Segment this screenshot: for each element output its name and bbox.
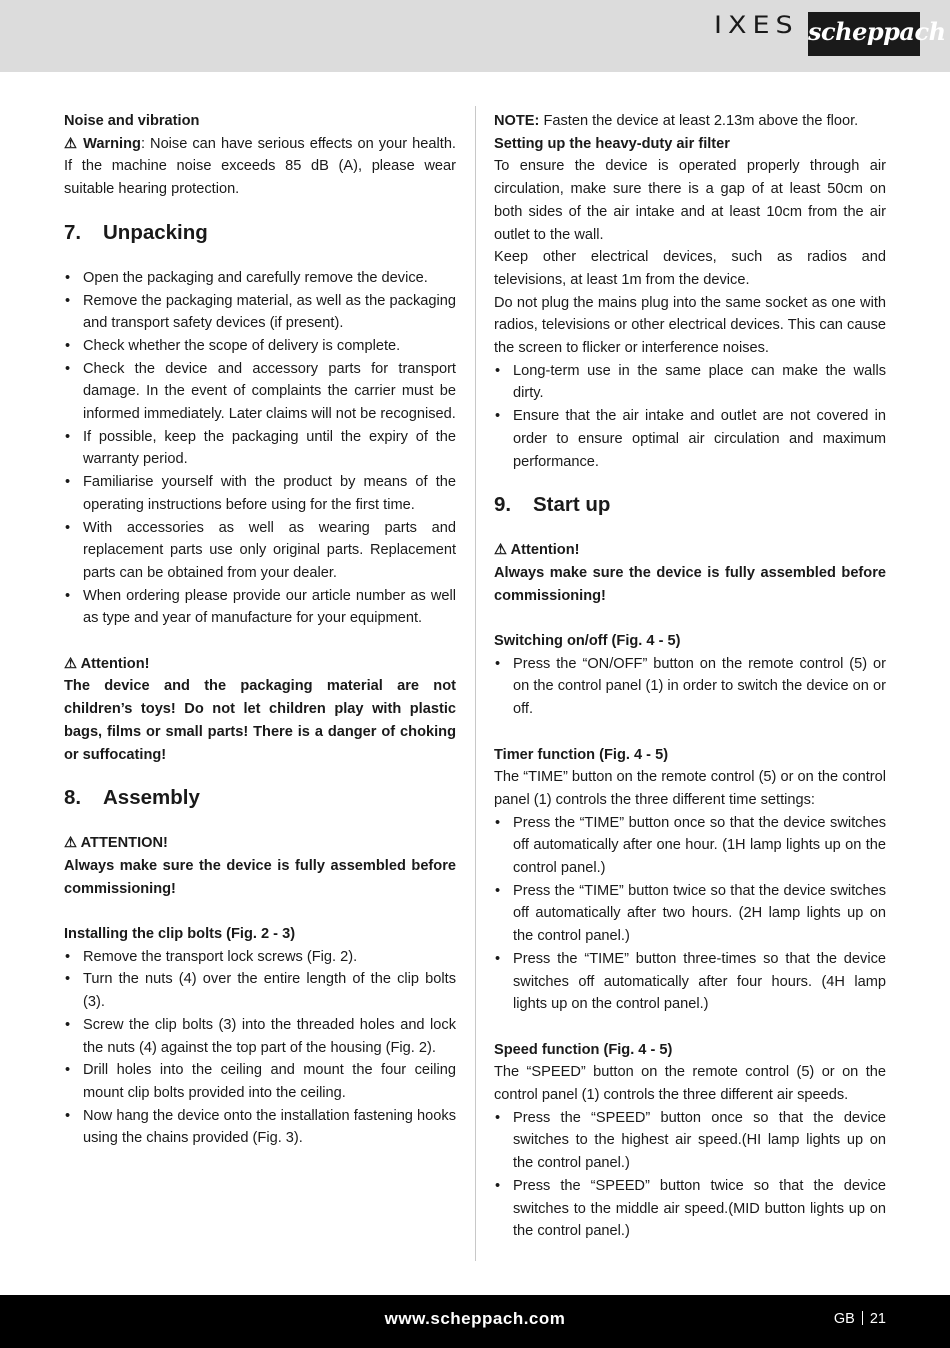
speed-heading: Speed function (Fig. 4 - 5) [494, 1041, 673, 1058]
list-item: • Remove the transport lock screws (Fig. 2). [64, 946, 456, 969]
list-item: • With accessories as well as wearing parts and replacement parts use only original parts. Replacement parts can be obtained from your dealer. [64, 517, 456, 585]
list-item: • If possible, keep the packaging until the expiry of the warranty period. [64, 426, 456, 471]
list-item: • Familiarise yourself with the product by means of the operating instructions before using for the first time. [64, 471, 456, 516]
section-8-heading: 8. Assembly [64, 786, 200, 810]
list-item: • Press the “TIME” button twice so that the device switches off automatically after two hours. (2H lamp lights up on the control panel.) [494, 880, 886, 948]
list-item: • Screw the clip bolts (3) into the threaded holes and lock the nuts (4) against the top part of the housing (Fig. 2). [64, 1014, 456, 1059]
noise-heading: Noise and vibration [64, 113, 200, 129]
list-item: • Turn the nuts (4) over the entire length of the clip bolts (3). [64, 968, 456, 1013]
filter-list [494, 360, 886, 474]
page-number: GB 21 [833, 1311, 886, 1327]
list-item: • Long-term use in the same place can make the walls dirty. [494, 360, 886, 405]
scheppach-logo: scheppach [808, 12, 920, 56]
list-item: • Press the “SPEED” button twice so that the device switches to the middle air speed.(MID button lights up on the control panel.) [494, 1175, 886, 1243]
filter-paragraph: Keep other electrical devices, such as radios and televisions, at least 1m from the device. [494, 249, 886, 288]
startup-attention-label: ⚠ Attention! [494, 542, 580, 559]
list-item: • Press the “TIME” button three-times so that the device switches off automatically after four hours. (4H lamp lights up on the control panel.) [494, 948, 886, 1016]
clip-bolts-heading: Installing the clip bolts (Fig. 2 - 3) [64, 926, 296, 943]
website-url: www.scheppach.com [384, 1309, 566, 1328]
warning-text: : Noise can have serious effects on your health. If the machine noise exceeds 85 dB (A), please wear suitable hearing protection. [64, 135, 456, 198]
switching-list [494, 653, 886, 721]
list-item: • Check whether the scope of delivery is complete. [64, 335, 456, 358]
noise-warning [64, 133, 456, 201]
clip-bolts-list [64, 946, 456, 1150]
attention-text: The device and the packaging material are not children’s toys! Do not let children play with plastic bags, films or small parts! There is a danger of choking or suffocating! [64, 678, 456, 763]
list-item: • Ensure that the air intake and outlet are not covered in order to ensure optimal air circulation and maximum performance. [494, 405, 886, 473]
switching-heading: Switching on/off (Fig. 4 - 5) [494, 633, 681, 650]
attention-label: ⚠ Attention! [64, 655, 150, 672]
assembly-attention-label: ⚠ ATTENTION! [64, 835, 168, 852]
filter-heading: Setting up the heavy-duty air filter [494, 135, 730, 152]
timer-list [494, 812, 886, 1016]
list-item: • Press the “TIME” button once so that the device switches off automatically after one hour. (1H lamp lights up on the control panel.) [494, 812, 886, 880]
list-item: • Press the “ON/OFF” button on the remote control (5) or on the control panel (1) in order to switch the device on or off. [494, 653, 886, 721]
list-item: • Open the packaging and carefully remove the device. [64, 267, 456, 290]
speed-text: The “SPEED” button on the remote control (5) or on the control panel (1) controls the three different air speeds. [494, 1064, 886, 1104]
list-item: • Drill holes into the ceiling and mount the four ceiling mount clip bolts provided into the ceiling. [64, 1059, 456, 1104]
column-divider [475, 106, 476, 1261]
list-item: • Remove the packaging material, as well as the packaging and transport safety devices (if present). [64, 290, 456, 335]
page-header [0, 0, 950, 72]
timer-text: The “TIME” button on the remote control (5) or on the control panel (1) controls the three different time settings: [494, 769, 886, 808]
section-7-heading: 7. Unpacking [64, 220, 208, 244]
timer-heading: Timer function (Fig. 4 - 5) [494, 746, 669, 763]
page-footer [0, 1295, 950, 1348]
startup-attention-text: Always make sure the device is fully assembled before commissioning! [494, 564, 886, 604]
assembly-attention-text: Always make sure the device is fully assembled before commissioning! [64, 857, 456, 897]
list-item: • When ordering please provide our article number as well as type and year of manufacture for your equipment. [64, 585, 456, 630]
left-column [64, 110, 456, 1150]
note: NOTE: Fasten the device at least 2.13m above the floor. [494, 113, 859, 129]
section-9-heading: 9. Start up [494, 493, 611, 517]
filter-paragraph: Do not plug the mains plug into the same socket as one with radios, televisions or other electrical devices. This can cause the screen to flicker or interference noises. [494, 294, 886, 357]
speed-list [494, 1107, 886, 1243]
filter-paragraph: To ensure the device is operated properly through air circulation, make sure there is a gap of at least 50cm on both sides of the air intake and at least 10cm from the air outlet to the wall. [494, 158, 886, 243]
unpacking-list [64, 267, 456, 630]
list-item: • Press the “SPEED” button once so that the device switches to the highest air speed.(HI lamp lights up on the control panel.) [494, 1107, 886, 1175]
list-item: • Check the device and accessory parts for transport damage. In the event of complaints the carrier must be informed immediately. Later claims will not be recognised. [64, 358, 456, 426]
ixes-logo: IXES [714, 11, 799, 40]
right-column [494, 110, 886, 1243]
warning-label: ⚠ Warning [64, 135, 141, 152]
list-item: • Now hang the device onto the installation fastening hooks using the chains provided (Fig. 3). [64, 1105, 456, 1150]
